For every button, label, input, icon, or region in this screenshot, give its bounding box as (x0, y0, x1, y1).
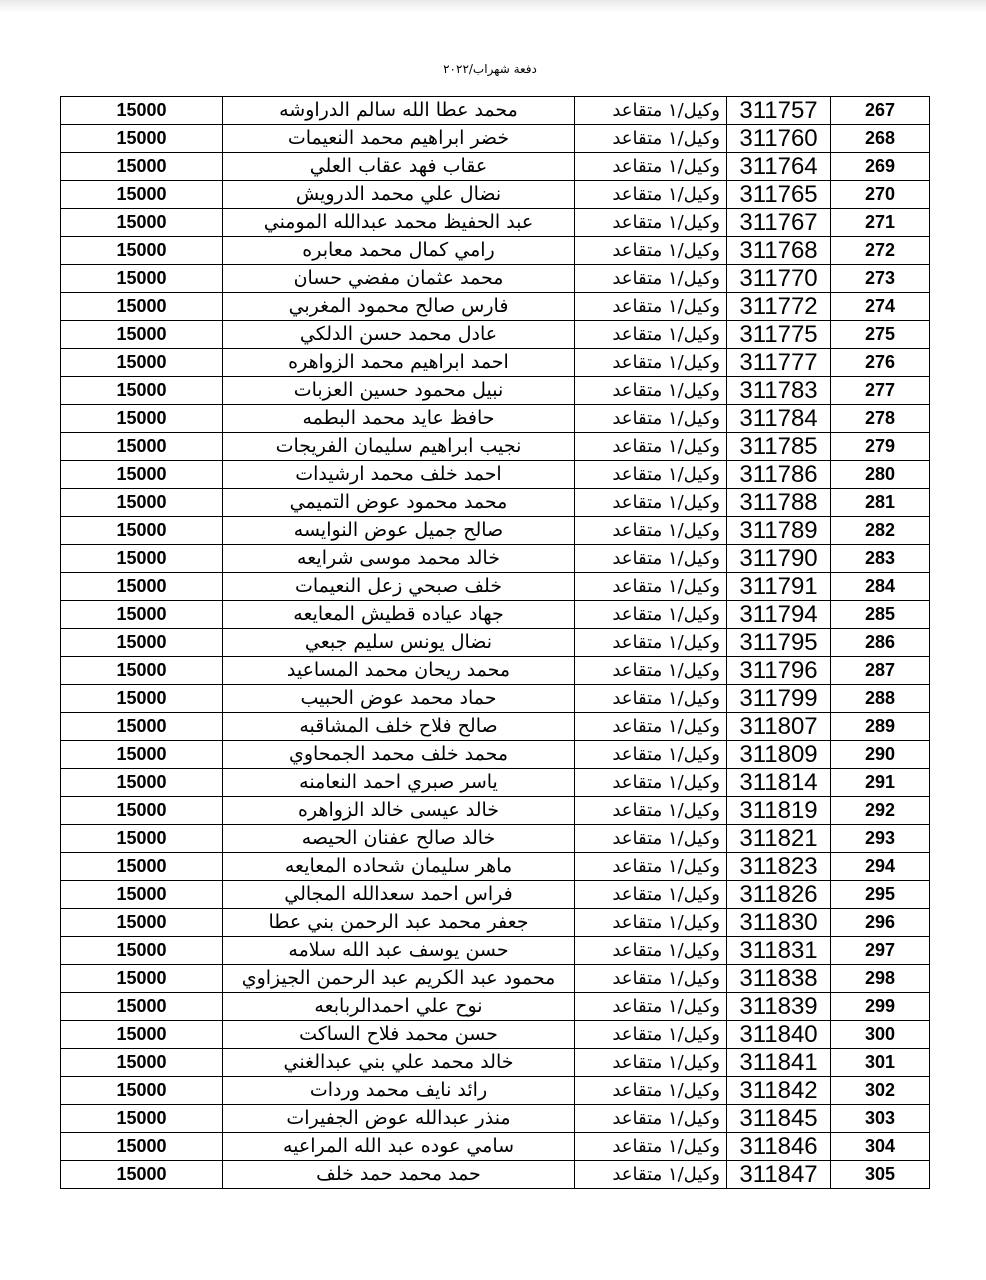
name-cell: عقاب فهد عقاب العلي (223, 153, 575, 181)
military-number-cell: 311789 (727, 517, 831, 545)
amount-cell: 15000 (61, 825, 223, 853)
rank-cell: وكيل/١ متقاعد (575, 153, 727, 181)
table-row (61, 265, 930, 293)
table-row (61, 545, 930, 573)
name-cell: صالح فلاح خلف المشاقبه (223, 713, 575, 741)
sequence-number-cell: 291 (831, 769, 930, 797)
table-row (61, 825, 930, 853)
military-number-cell: 311786 (727, 461, 831, 489)
sequence-number-cell: 269 (831, 153, 930, 181)
table-row (61, 769, 930, 797)
name-cell: جعفر محمد عبد الرحمن بني عطا (223, 909, 575, 937)
military-number-cell: 311791 (727, 573, 831, 601)
name-cell: محمد خلف محمد الجمحاوي (223, 741, 575, 769)
name-cell: حافظ عايد محمد البطمه (223, 405, 575, 433)
rank-cell: وكيل/١ متقاعد (575, 433, 727, 461)
name-cell: حماد محمد عوض الحبيب (223, 685, 575, 713)
table-row (61, 405, 930, 433)
military-number-cell: 311788 (727, 489, 831, 517)
amount-cell: 15000 (61, 97, 223, 125)
table-row (61, 685, 930, 713)
amount-cell: 15000 (61, 545, 223, 573)
sequence-number-cell: 280 (831, 461, 930, 489)
rank-cell: وكيل/١ متقاعد (575, 629, 727, 657)
name-cell: فارس صالح محمود المغربي (223, 293, 575, 321)
table-row (61, 601, 930, 629)
military-number-cell: 311845 (727, 1105, 831, 1133)
amount-cell: 15000 (61, 1133, 223, 1161)
amount-cell: 15000 (61, 685, 223, 713)
name-cell: رامي كمال محمد معابره (223, 237, 575, 265)
amount-cell: 15000 (61, 153, 223, 181)
name-cell: خالد محمد موسى شرايعه (223, 545, 575, 573)
table-row (61, 349, 930, 377)
military-number-cell: 311785 (727, 433, 831, 461)
military-number-cell: 311768 (727, 237, 831, 265)
amount-cell: 15000 (61, 993, 223, 1021)
amount-cell: 15000 (61, 517, 223, 545)
table-row (61, 713, 930, 741)
table-row (61, 1077, 930, 1105)
table-row (61, 1021, 930, 1049)
name-cell: ياسر صبري احمد النعامنه (223, 769, 575, 797)
sequence-number-cell: 268 (831, 125, 930, 153)
name-cell: صالح جميل عوض النوايسه (223, 517, 575, 545)
rank-cell: وكيل/١ متقاعد (575, 657, 727, 685)
military-number-cell: 311783 (727, 377, 831, 405)
table-row (61, 797, 930, 825)
name-cell: عبد الحفيظ محمد عبدالله المومني (223, 209, 575, 237)
name-cell: نضال يونس سليم جبعي (223, 629, 575, 657)
sequence-number-cell: 304 (831, 1133, 930, 1161)
page-top-edge (0, 0, 986, 12)
sequence-number-cell: 299 (831, 993, 930, 1021)
rank-cell: وكيل/١ متقاعد (575, 1049, 727, 1077)
sequence-number-cell: 293 (831, 825, 930, 853)
name-cell: سامي عوده عبد الله المراعيه (223, 1133, 575, 1161)
name-cell: فراس احمد سعدالله المجالي (223, 881, 575, 909)
amount-cell: 15000 (61, 181, 223, 209)
name-cell: حسن يوسف عبد الله سلامه (223, 937, 575, 965)
military-number-cell: 311794 (727, 601, 831, 629)
military-number-cell: 311819 (727, 797, 831, 825)
military-number-cell: 311807 (727, 713, 831, 741)
name-cell: محمد ريحان محمد المساعيد (223, 657, 575, 685)
table-row (61, 573, 930, 601)
rank-cell: وكيل/١ متقاعد (575, 965, 727, 993)
military-number-cell: 311826 (727, 881, 831, 909)
rank-cell: وكيل/١ متقاعد (575, 909, 727, 937)
rank-cell: وكيل/١ متقاعد (575, 377, 727, 405)
amount-cell: 15000 (61, 125, 223, 153)
rank-cell: وكيل/١ متقاعد (575, 601, 727, 629)
table-row (61, 629, 930, 657)
table-row (61, 433, 930, 461)
sequence-number-cell: 303 (831, 1105, 930, 1133)
amount-cell: 15000 (61, 853, 223, 881)
sequence-number-cell: 284 (831, 573, 930, 601)
table-row (61, 461, 930, 489)
amount-cell: 15000 (61, 377, 223, 405)
rank-cell: وكيل/١ متقاعد (575, 265, 727, 293)
name-cell: رائد نايف محمد وردات (223, 1077, 575, 1105)
table-row (61, 993, 930, 1021)
table-row (61, 321, 930, 349)
amount-cell: 15000 (61, 1021, 223, 1049)
military-number-cell: 311839 (727, 993, 831, 1021)
military-number-cell: 311765 (727, 181, 831, 209)
amount-cell: 15000 (61, 461, 223, 489)
table-row (61, 965, 930, 993)
amount-cell: 15000 (61, 237, 223, 265)
amount-cell: 15000 (61, 349, 223, 377)
sequence-number-cell: 272 (831, 237, 930, 265)
military-number-cell: 311814 (727, 769, 831, 797)
table-row (61, 181, 930, 209)
sequence-number-cell: 276 (831, 349, 930, 377)
table-row (61, 125, 930, 153)
military-number-cell: 311764 (727, 153, 831, 181)
amount-cell: 15000 (61, 909, 223, 937)
rank-cell: وكيل/١ متقاعد (575, 685, 727, 713)
rank-cell: وكيل/١ متقاعد (575, 125, 727, 153)
military-number-cell: 311831 (727, 937, 831, 965)
rank-cell: وكيل/١ متقاعد (575, 405, 727, 433)
amount-cell: 15000 (61, 293, 223, 321)
sequence-number-cell: 271 (831, 209, 930, 237)
rank-cell: وكيل/١ متقاعد (575, 769, 727, 797)
rank-cell: وكيل/١ متقاعد (575, 573, 727, 601)
sequence-number-cell: 300 (831, 1021, 930, 1049)
table-row (61, 937, 930, 965)
military-number-cell: 311767 (727, 209, 831, 237)
amount-cell: 15000 (61, 629, 223, 657)
sequence-number-cell: 290 (831, 741, 930, 769)
amount-cell: 15000 (61, 741, 223, 769)
sequence-number-cell: 281 (831, 489, 930, 517)
table-row (61, 517, 930, 545)
sequence-number-cell: 285 (831, 601, 930, 629)
name-cell: خالد عيسى خالد الزواهره (223, 797, 575, 825)
document-title: دفعة شهراب/٢٠٢٢ (443, 62, 537, 76)
sequence-number-cell: 298 (831, 965, 930, 993)
rank-cell: وكيل/١ متقاعد (575, 1133, 727, 1161)
rank-cell: وكيل/١ متقاعد (575, 1105, 727, 1133)
name-cell: محمود عبد الكريم عبد الرحمن الجيزاوي (223, 965, 575, 993)
military-number-cell: 311757 (727, 97, 831, 125)
rank-cell: وكيل/١ متقاعد (575, 937, 727, 965)
sequence-number-cell: 296 (831, 909, 930, 937)
sequence-number-cell: 297 (831, 937, 930, 965)
amount-cell: 15000 (61, 1105, 223, 1133)
amount-cell: 15000 (61, 1077, 223, 1105)
military-number-cell: 311823 (727, 853, 831, 881)
rank-cell: وكيل/١ متقاعد (575, 881, 727, 909)
table-row (61, 853, 930, 881)
amount-cell: 15000 (61, 433, 223, 461)
name-cell: احمد خلف محمد ارشيدات (223, 461, 575, 489)
sequence-number-cell: 289 (831, 713, 930, 741)
name-cell: حمد محمد حمد خلف (223, 1161, 575, 1189)
amount-cell: 15000 (61, 965, 223, 993)
sequence-number-cell: 288 (831, 685, 930, 713)
table-row (61, 153, 930, 181)
name-cell: جهاد عياده قطيش المعايعه (223, 601, 575, 629)
sequence-number-cell: 267 (831, 97, 930, 125)
table-row (61, 881, 930, 909)
military-number-cell: 311838 (727, 965, 831, 993)
amount-cell: 15000 (61, 1161, 223, 1189)
amount-cell: 15000 (61, 657, 223, 685)
amount-cell: 15000 (61, 209, 223, 237)
name-cell: نبيل محمود حسين العزبات (223, 377, 575, 405)
rank-cell: وكيل/١ متقاعد (575, 517, 727, 545)
sequence-number-cell: 277 (831, 377, 930, 405)
military-number-cell: 311842 (727, 1077, 831, 1105)
name-cell: منذر عبدالله عوض الجفيرات (223, 1105, 575, 1133)
military-number-cell: 311809 (727, 741, 831, 769)
sequence-number-cell: 295 (831, 881, 930, 909)
military-number-cell: 311775 (727, 321, 831, 349)
rank-cell: وكيل/١ متقاعد (575, 237, 727, 265)
name-cell: محمد محمود عوض التميمي (223, 489, 575, 517)
sequence-number-cell: 275 (831, 321, 930, 349)
table-row (61, 741, 930, 769)
military-number-cell: 311821 (727, 825, 831, 853)
amount-cell: 15000 (61, 881, 223, 909)
roster-table-body (61, 97, 930, 1189)
military-number-cell: 311847 (727, 1161, 831, 1189)
table-row (61, 489, 930, 517)
rank-cell: وكيل/١ متقاعد (575, 1021, 727, 1049)
name-cell: خالد صالح عفنان الحيصه (223, 825, 575, 853)
sequence-number-cell: 274 (831, 293, 930, 321)
rank-cell: وكيل/١ متقاعد (575, 713, 727, 741)
table-row (61, 209, 930, 237)
table-row (61, 657, 930, 685)
sequence-number-cell: 273 (831, 265, 930, 293)
rank-cell: وكيل/١ متقاعد (575, 825, 727, 853)
rank-cell: وكيل/١ متقاعد (575, 797, 727, 825)
rank-cell: وكيل/١ متقاعد (575, 1161, 727, 1189)
amount-cell: 15000 (61, 769, 223, 797)
military-number-cell: 311790 (727, 545, 831, 573)
military-number-cell: 311784 (727, 405, 831, 433)
military-number-cell: 311760 (727, 125, 831, 153)
rank-cell: وكيل/١ متقاعد (575, 321, 727, 349)
military-number-cell: 311777 (727, 349, 831, 377)
sequence-number-cell: 287 (831, 657, 930, 685)
amount-cell: 15000 (61, 265, 223, 293)
amount-cell: 15000 (61, 713, 223, 741)
amount-cell: 15000 (61, 937, 223, 965)
sequence-number-cell: 294 (831, 853, 930, 881)
table-row (61, 1133, 930, 1161)
rank-cell: وكيل/١ متقاعد (575, 853, 727, 881)
rank-cell: وكيل/١ متقاعد (575, 993, 727, 1021)
rank-cell: وكيل/١ متقاعد (575, 1077, 727, 1105)
sequence-number-cell: 282 (831, 517, 930, 545)
sequence-number-cell: 301 (831, 1049, 930, 1077)
amount-cell: 15000 (61, 797, 223, 825)
rank-cell: وكيل/١ متقاعد (575, 545, 727, 573)
table-row (61, 377, 930, 405)
name-cell: نضال علي محمد الدرويش (223, 181, 575, 209)
military-number-cell: 311796 (727, 657, 831, 685)
sequence-number-cell: 270 (831, 181, 930, 209)
amount-cell: 15000 (61, 405, 223, 433)
rank-cell: وكيل/١ متقاعد (575, 489, 727, 517)
rank-cell: وكيل/١ متقاعد (575, 349, 727, 377)
rank-cell: وكيل/١ متقاعد (575, 209, 727, 237)
table-row (61, 237, 930, 265)
sequence-number-cell: 278 (831, 405, 930, 433)
military-number-cell: 311846 (727, 1133, 831, 1161)
amount-cell: 15000 (61, 573, 223, 601)
table-row (61, 293, 930, 321)
name-cell: محمد عثمان مفضي حسان (223, 265, 575, 293)
table-row (61, 1049, 930, 1077)
name-cell: احمد ابراهيم محمد الزواهره (223, 349, 575, 377)
table-row (61, 1161, 930, 1189)
sequence-number-cell: 279 (831, 433, 930, 461)
amount-cell: 15000 (61, 489, 223, 517)
military-number-cell: 311772 (727, 293, 831, 321)
roster-table (60, 96, 930, 1189)
table-row (61, 1105, 930, 1133)
name-cell: خالد محمد علي بني عبدالغني (223, 1049, 575, 1077)
military-number-cell: 311799 (727, 685, 831, 713)
sequence-number-cell: 286 (831, 629, 930, 657)
rank-cell: وكيل/١ متقاعد (575, 181, 727, 209)
sequence-number-cell: 305 (831, 1161, 930, 1189)
military-number-cell: 311770 (727, 265, 831, 293)
rank-cell: وكيل/١ متقاعد (575, 293, 727, 321)
military-number-cell: 311795 (727, 629, 831, 657)
name-cell: نوح علي احمدالربابعه (223, 993, 575, 1021)
rank-cell: وكيل/١ متقاعد (575, 461, 727, 489)
name-cell: خضر ابراهيم محمد النعيمات (223, 125, 575, 153)
amount-cell: 15000 (61, 1049, 223, 1077)
rank-cell: وكيل/١ متقاعد (575, 97, 727, 125)
name-cell: نجيب ابراهيم سليمان الفريجات (223, 433, 575, 461)
military-number-cell: 311830 (727, 909, 831, 937)
military-number-cell: 311840 (727, 1021, 831, 1049)
name-cell: عادل محمد حسن الدلكي (223, 321, 575, 349)
amount-cell: 15000 (61, 601, 223, 629)
name-cell: محمد عطا الله سالم الدراوشه (223, 97, 575, 125)
rank-cell: وكيل/١ متقاعد (575, 741, 727, 769)
sequence-number-cell: 302 (831, 1077, 930, 1105)
sequence-number-cell: 283 (831, 545, 930, 573)
name-cell: حسن محمد فلاح الساكت (223, 1021, 575, 1049)
military-number-cell: 311841 (727, 1049, 831, 1077)
name-cell: خلف صبحي زعل النعيمات (223, 573, 575, 601)
sequence-number-cell: 292 (831, 797, 930, 825)
table-row (61, 97, 930, 125)
amount-cell: 15000 (61, 321, 223, 349)
name-cell: ماهر سليمان شحاده المعايعه (223, 853, 575, 881)
table-row (61, 909, 930, 937)
